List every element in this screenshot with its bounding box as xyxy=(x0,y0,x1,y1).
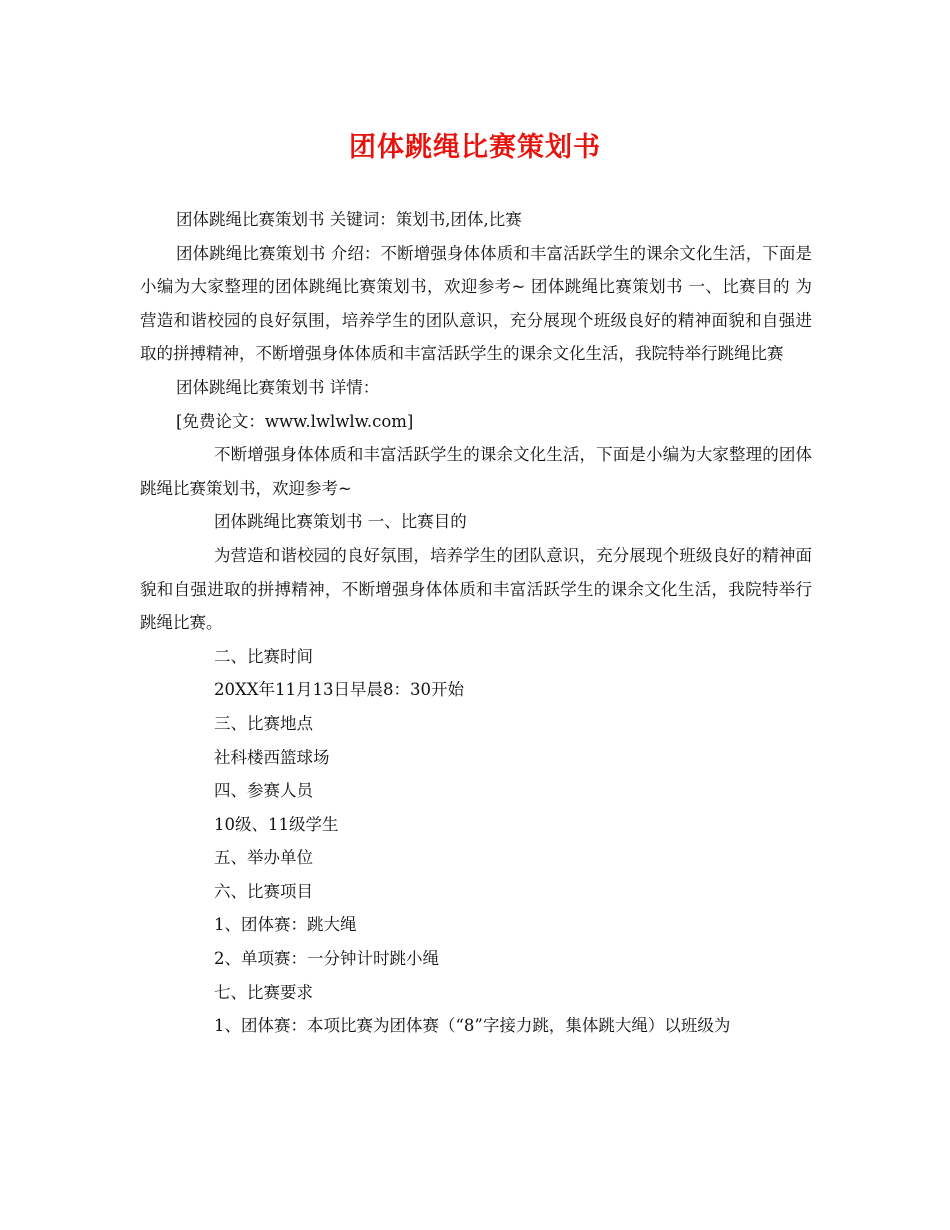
keywords-paragraph: 团体跳绳比赛策划书 关键词：策划书,团体,比赛 xyxy=(176,210,522,229)
details-heading: 团体跳绳比赛策划书 详情： xyxy=(176,377,380,397)
list-item: 20XX年11月13日早晨8：30开始 xyxy=(214,680,464,700)
section-heading: 三、比赛地点 xyxy=(214,713,313,733)
section-heading: 二、比赛时间 xyxy=(214,646,313,666)
section-heading: 七、比赛要求 xyxy=(214,982,313,1002)
list-item: 1、团体赛：本项比赛为团体赛（“8”字接力跳，集体跳大绳）以班级为 xyxy=(214,1016,731,1036)
list-item: 1、团体赛：跳大绳 xyxy=(214,915,357,935)
body-paragraph: 为营造和谐校园的良好氛围，培养学生的团队意识，充分展现个班级良好的精神面貌和自强进取的拼搏精神，不断增强身体体质和丰富活跃学生的课余文化生活，我院特举行跳绳比赛。 xyxy=(140,545,812,633)
list-item: 10级、11级学生 xyxy=(214,814,339,834)
section-heading: 六、比赛项目 xyxy=(214,881,313,901)
source-link: [免费论文：www.lwlwlw.com] xyxy=(176,411,414,431)
section-heading: 四、参赛人员 xyxy=(214,781,313,801)
list-item: 2、单项赛：一分钟计时跳小绳 xyxy=(214,949,439,969)
intro-paragraph: 团体跳绳比赛策划书 介绍：不断增强身体体质和丰富活跃学生的课余文化生活，下面是小编为大家整理的团体跳绳比赛策划书，欢迎参考~ 团体跳绳比赛策划书 一、比赛目的 为营造和谐校园的良好氛围，培养学生的团队意识，充分展现个班级良好的精神面貌和自强进取的拼搏精神，不断增强身体体质和丰富活跃学生的课余文化生活，我院特举行跳绳比赛 xyxy=(140,243,812,364)
document-body xyxy=(140,203,812,1043)
body-paragraph: 不断增强身体体质和丰富活跃学生的课余文化生活，下面是小编为大家整理的团体跳绳比赛策划书，欢迎参考~ xyxy=(140,445,812,498)
section-heading: 五、举办单位 xyxy=(214,848,313,868)
section-heading: 团体跳绳比赛策划书 一、比赛目的 xyxy=(214,512,467,532)
document-title: 团体跳绳比赛策划书 xyxy=(349,132,601,163)
list-item: 社科楼西篮球场 xyxy=(214,747,330,767)
